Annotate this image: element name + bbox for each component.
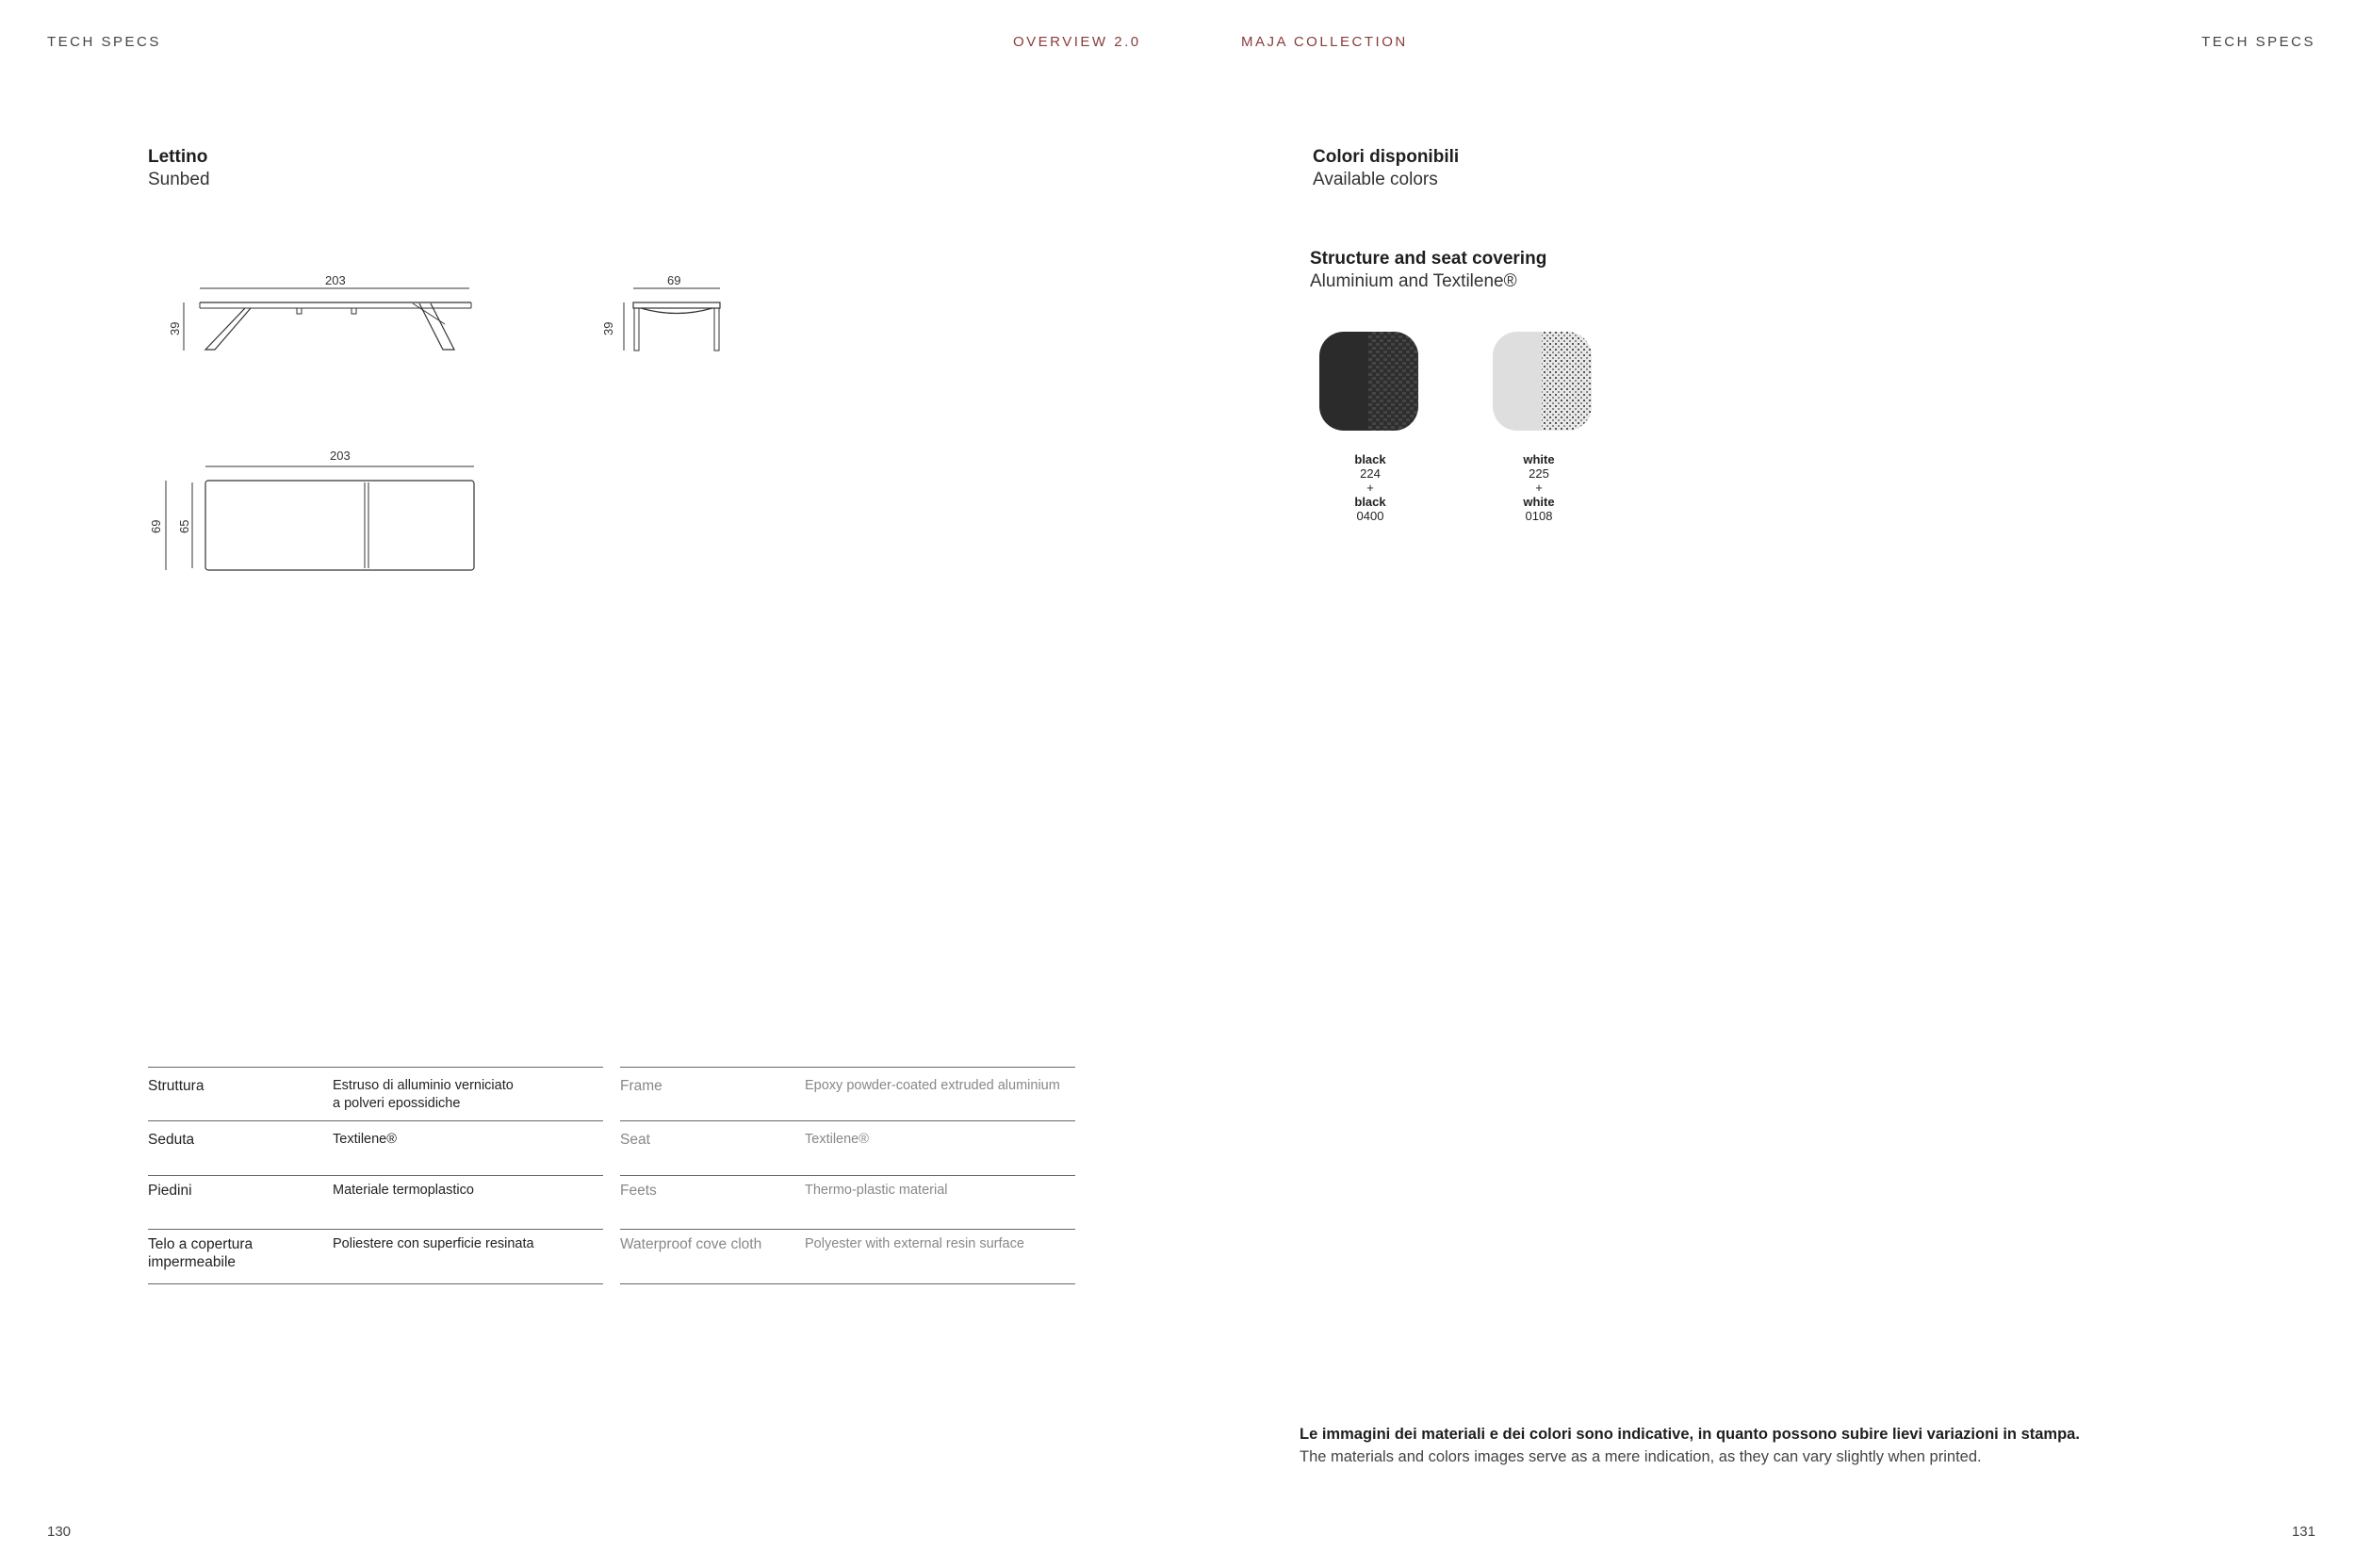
spec-it-value: Poliestere con superficie resinata (333, 1236, 534, 1251)
swatch-white-name1: white (1523, 452, 1555, 466)
swatch-white-name2: white (1523, 495, 1555, 509)
swatch-white-plus: + (1535, 481, 1543, 495)
page-number-left: 130 (47, 1524, 72, 1540)
spec-rule (620, 1229, 1075, 1230)
top-outer-width-label: 69 (149, 519, 163, 533)
header-left-section: TECH SPECS (47, 34, 161, 50)
product-name-it: Lettino (148, 147, 208, 167)
swatch-black-name2: black (1354, 495, 1386, 509)
spec-rule (620, 1283, 1075, 1284)
header-right-section: TECH SPECS (2201, 34, 2315, 50)
colors-title-en: Available colors (1313, 170, 1438, 189)
product-name-en: Sunbed (148, 170, 210, 189)
top-inner-width-label: 65 (177, 519, 191, 533)
spec-en-label: Frame (620, 1078, 662, 1094)
top-length-label: 203 (330, 449, 351, 463)
side-height-label: 39 (168, 321, 182, 335)
spec-it-value: Estruso di alluminio verniciato a polveri epossidiche (333, 1078, 514, 1111)
spec-en-value: Thermo-plastic material (805, 1183, 948, 1198)
spec-rule (148, 1229, 603, 1230)
disclaimer-en: The materials and colors images serve as a mere indication, as they can vary slightly when printed. (1300, 1448, 1982, 1465)
spec-it-label: Struttura (148, 1078, 204, 1094)
spec-it-label: Seduta (148, 1132, 195, 1148)
spec-rule (148, 1175, 603, 1176)
spec-it-label: Telo a copertura impermeabile (148, 1236, 253, 1270)
side-view-drawing (151, 264, 490, 368)
disclaimer-it: Le immagini dei materiali e dei colori sono indicative, in quanto possono subire lievi variazioni in stampa. (1300, 1426, 2080, 1443)
swatch-white-code2: 0108 (1525, 509, 1553, 523)
side-length-label: 203 (325, 273, 346, 287)
spec-en-value: Textilene® (805, 1132, 869, 1147)
swatch-black-name1: black (1354, 452, 1386, 466)
swatch-black-code1: 224 (1360, 466, 1381, 481)
spec-rule (148, 1283, 603, 1284)
header-overview: OVERVIEW 2.0 (1013, 34, 1141, 50)
colors-group-title: Structure and seat covering (1310, 249, 1547, 269)
page-number-right: 131 (2291, 1524, 2315, 1540)
spec-en-label: Seat (620, 1132, 650, 1148)
swatch-black-plus: + (1366, 481, 1374, 495)
top-view-drawing (151, 452, 490, 575)
spec-rule (620, 1175, 1075, 1176)
swatch-white-code1: 225 (1529, 466, 1549, 481)
spec-en-value: Polyester with external resin surface (805, 1236, 1024, 1251)
spec-it-label: Piedini (148, 1183, 192, 1199)
colors-group-subtitle: Aluminium and Textilene® (1310, 271, 1517, 291)
spec-rule (148, 1067, 603, 1068)
spec-rule (620, 1120, 1075, 1121)
colors-title-it: Colori disponibili (1313, 147, 1460, 167)
swatch-white (1493, 332, 1592, 431)
spec-rule (148, 1120, 603, 1121)
spec-en-label: Waterproof cove cloth (620, 1236, 762, 1252)
swatch-black-label (1333, 452, 1408, 523)
front-width-label: 69 (667, 273, 681, 287)
header-collection: MAJA COLLECTION (1241, 34, 1408, 50)
spec-it-value: Textilene® (333, 1132, 397, 1147)
spec-en-label: Feets (620, 1183, 657, 1199)
swatch-black (1319, 332, 1418, 431)
spec-en-value: Epoxy powder-coated extruded aluminium (805, 1078, 1060, 1093)
swatch-black-code2: 0400 (1356, 509, 1384, 523)
swatch-white-label (1501, 452, 1577, 523)
spec-rule (620, 1067, 1075, 1068)
spec-it-value: Materiale termoplastico (333, 1183, 474, 1198)
front-height-label: 39 (601, 321, 615, 335)
